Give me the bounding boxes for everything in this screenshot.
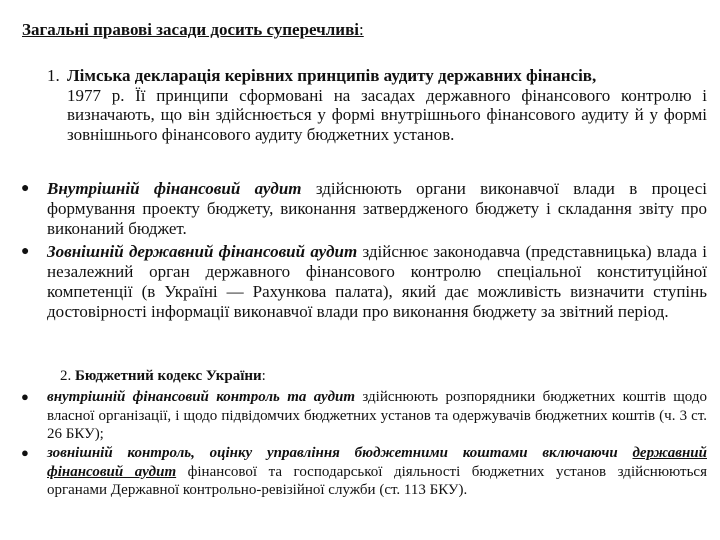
item-2-number: 2. <box>60 368 72 384</box>
item-1-number: 1. <box>47 66 60 85</box>
heading-text: Загальні правові засади досить суперечливі <box>22 20 360 39</box>
sub-1-emphasis: внутрішній фінансовий контроль та аудит <box>47 389 356 405</box>
bullet-icon: ● <box>21 181 30 196</box>
bullet-external-audit <box>21 242 707 322</box>
bullet-1-emphasis: Внутрішній фінансовий аудит <box>47 179 302 198</box>
item-2-lead: Бюджетний кодекс України <box>75 368 262 384</box>
sub-1-text: здійснюють розпорядники бюджетних коштів щодо власної організації, і щодо підвідомчих бюджетних установ та одержувачів бюджетних коштів (ч. 3 ст. 26 БКУ); <box>47 389 708 442</box>
bullet-internal-audit <box>21 179 708 239</box>
bullet-1-text: здійснюють органи виконавчої влади в процесі формування проекту бюджету, виконання затвердженого бюджету і складання звіту про виконаний бюджет. <box>47 179 708 238</box>
heading-colon: : <box>359 20 364 39</box>
item-1-text: 1977 р. Її принципи сформовані на засадах державного фінансового контролю і визначають, що він здійснюється у формі внутрішнього фінансового аудиту й у формі зовнішнього фінансового аудиту бюджетних установ. <box>67 85 707 144</box>
bullet-icon: ● <box>21 244 30 259</box>
item-1-lead: Лімська декларація керівних принципів аудиту державних фінансів, <box>67 66 597 85</box>
bullet-2-emphasis: Зовнішній державний фінансовий аудит <box>47 242 358 261</box>
sub-bullet-external-control <box>21 444 707 500</box>
bullet-2-text: здійснює законодавча (представницька) влада і незалежний орган державного фінансового контролю спеціальної конституційної компетенції (в Україні — Рахункова палата), який дає можливість визначити ступінь достовірності інформації виконавчої влади про виконання бюджету за звітний період. <box>47 242 707 321</box>
numbered-item-2 <box>60 368 266 385</box>
numbered-item-1 <box>47 66 707 144</box>
bullet-icon: ● <box>21 445 29 460</box>
sub-2-emphasis-underlined: державний фінансовий аудит <box>47 445 707 480</box>
item-2-colon: : <box>261 368 266 384</box>
sub-bullet-internal-control <box>21 388 708 444</box>
sub-2-text: фінансової та господарської діяльності бюджетних установ здійснюються органами Державної контрольно-ревізійної служби (ст. 113 БКУ). <box>47 463 707 498</box>
sub-2-emphasis: зовнішній контроль, оцінку управління бюджетними коштами включаючи <box>47 445 618 461</box>
bullet-icon: ● <box>21 389 29 404</box>
section-heading <box>22 20 364 40</box>
